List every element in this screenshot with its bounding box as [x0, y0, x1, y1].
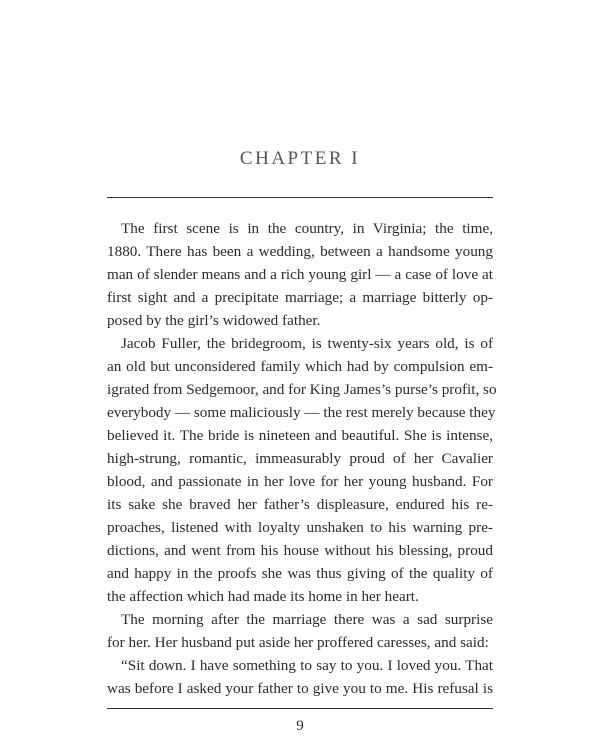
text-line: everybody — some maliciously — the rest merely because they — [107, 404, 496, 421]
text-line: for her. Her husband put aside her proffered caresses, and said: — [107, 634, 489, 651]
text-line: high-strung, romantic, immeasurably proud of her Cavalier — [107, 450, 493, 467]
paragraph — [107, 217, 493, 332]
text-line: believed it. The bride is nineteen and beautiful. She is intense, — [107, 427, 493, 444]
chapter-title: CHAPTER I — [239, 148, 361, 169]
text-line: first sight and a precipitate marriage; a marriage bitterly op- — [107, 289, 493, 306]
text-line: and happy in the proofs she was thus giving of the quality of — [107, 565, 493, 582]
paragraph — [107, 654, 493, 700]
page-number: 9 — [296, 718, 304, 734]
text-line: “Sit down. I have something to say to you. I loved you. That — [121, 657, 493, 674]
text-line: dictions, and went from his house without his blessing, proud — [107, 542, 493, 559]
bottom-divider — [107, 708, 493, 709]
text-line: 1880. There has been a wedding, between a handsome young — [107, 243, 493, 260]
text-line: was before I asked your father to give you to me. His refusal is — [107, 680, 493, 697]
text-line: igrated from Sedgemoor, and for King James’s purse’s profit, so — [107, 381, 497, 398]
paragraph — [107, 332, 497, 608]
paragraph — [107, 608, 493, 654]
text-line: proaches, listened with loyalty unshaken to his warning pre- — [107, 519, 493, 536]
body-text — [107, 217, 497, 700]
text-line: the affection which had made its home in her heart. — [107, 588, 419, 605]
text-line: The morning after the marriage there was a sad surprise — [121, 611, 493, 628]
text-line: its sake she braved her father’s displeasure, endured his re- — [107, 496, 493, 513]
text-line: posed by the girl’s widowed father. — [107, 312, 321, 329]
text-line: man of slender means and a rich young girl — a case of love at — [107, 266, 493, 283]
text-line: The first scene is in the country, in Virginia; the time, — [121, 220, 493, 237]
text-line: an old but unconsidered family which had by compulsion em- — [107, 358, 493, 375]
text-line: Jacob Fuller, the bridegroom, is twenty-six years old, is of — [121, 335, 493, 352]
top-divider — [107, 197, 493, 198]
text-line: blood, and passionate in her love for her young husband. For — [107, 473, 493, 490]
